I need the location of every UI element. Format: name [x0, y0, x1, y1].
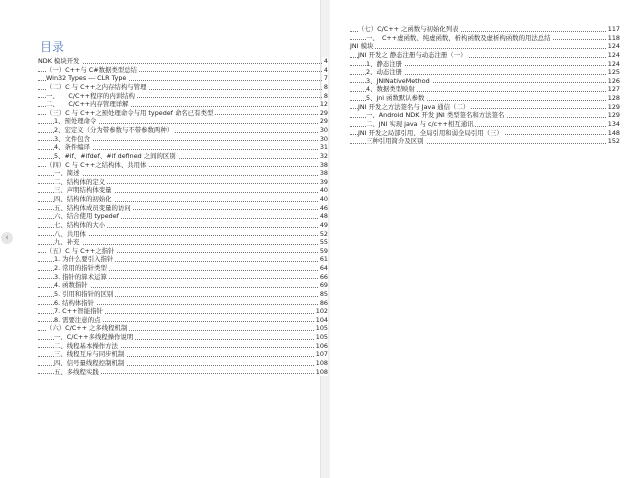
toc-entry-label: 2、动态注册 — [366, 68, 403, 77]
left-page — [22, 0, 328, 478]
toc-entry-page: 49 — [319, 220, 328, 229]
toc-entry-label: 一、简述 — [54, 169, 80, 178]
toc-entry[interactable] — [38, 368, 328, 377]
toc-entry-page: 129 — [607, 102, 620, 111]
toc-entry[interactable] — [38, 143, 328, 152]
toc-entry-label: （四）C 与 C++之结构体、共用体 — [46, 160, 147, 169]
toc-entry-page: 127 — [607, 85, 620, 94]
toc-entry-page: 4 — [323, 57, 328, 65]
toc-entry-label: 4、条件编译 — [54, 143, 91, 152]
toc-entry-label: 三、线程互斥与同步机制 — [54, 350, 125, 359]
toc-entry[interactable] — [38, 126, 328, 135]
toc-entry-label: 二、JNI 实现 java 与 c/c++相互通讯 — [366, 119, 474, 128]
toc-entry[interactable] — [350, 60, 620, 69]
toc-entry-label: JNI 开发之局部引用、全局引用和弱全局引用（三） — [358, 128, 503, 137]
right-page — [330, 0, 628, 478]
toc-entry-label: 7. C++智能指针 — [54, 307, 103, 316]
toc-entry[interactable] — [38, 57, 328, 66]
toc-entry-label: 2、宏定义（分为带参数与不带参数两种） — [54, 126, 174, 134]
toc-entry[interactable] — [38, 117, 328, 126]
toc-entry-page: 7 — [323, 74, 328, 83]
toc-entry-label: 六、结合使用 typedef — [54, 212, 119, 221]
toc-entry-label: 4、数据类型映射 — [366, 85, 415, 94]
toc-entry[interactable] — [38, 359, 328, 368]
toc-leader-dots — [38, 63, 328, 64]
toc-entry-label: 二、线程基本操作方法 — [54, 341, 118, 350]
toc-entry-page: 118 — [607, 33, 620, 42]
toc-entry-page: 108 — [315, 358, 328, 367]
toc-entry-label: （一）C++与 C#数据类型总结 — [46, 65, 137, 74]
toc-entry-page: 48 — [319, 212, 328, 221]
toc-entry-label: 1. 为什么要引入指针 — [54, 255, 114, 264]
toc-entry-label: 1、预处理命令 — [54, 117, 97, 126]
toc-entry[interactable] — [38, 324, 328, 333]
toc-entry-label: 五、多线程实践 — [54, 367, 99, 376]
toc-entry-label: 五、结构体成员变量的访问 — [54, 203, 131, 212]
toc-entry-page: 8 — [323, 82, 328, 91]
toc-entry-page: 124 — [607, 42, 620, 51]
toc-entry-page: 61 — [319, 255, 328, 264]
toc-entry-label: JNI 开发之方法签名与 Java 通信（二） — [358, 102, 470, 111]
toc-entry-page: 148 — [607, 128, 620, 137]
toc-entry-page: 106 — [315, 341, 328, 350]
toc-entry-label: 九、补充 — [54, 238, 80, 247]
toc-entry[interactable] — [350, 129, 620, 138]
toc-entry[interactable] — [350, 68, 620, 77]
toc-entry-page: 125 — [607, 68, 620, 77]
toc-entry-label: JNI 模块 — [350, 42, 374, 51]
toc-entry-label: NDK 模块开发 — [38, 57, 80, 65]
toc-entry-page: 124 — [607, 50, 620, 59]
toc-entry-label: 四、信号量线程控制机制 — [54, 358, 125, 367]
toc-entry[interactable] — [38, 238, 328, 247]
toc-entry-page: 69 — [319, 281, 328, 290]
toc-entry-label: 5. 引用和指针的区别 — [54, 289, 114, 298]
toc-entry-page: 12 — [319, 100, 328, 109]
toc-entry[interactable] — [38, 195, 328, 204]
toc-entry[interactable] — [350, 103, 620, 112]
toc-entry[interactable] — [350, 34, 620, 43]
toc-entry[interactable] — [38, 255, 328, 264]
toc-entry[interactable] — [38, 307, 328, 316]
toc-heading: 目录 — [40, 40, 65, 54]
toc-entry[interactable] — [38, 333, 328, 342]
toc-entry-page: 52 — [319, 229, 328, 238]
toc-entry[interactable] — [38, 152, 328, 161]
toc-leader-dots — [350, 48, 620, 49]
toc-entry-label: 一、Android NDK 开发 JNI 类型签名和方法签名 — [366, 111, 505, 120]
toc-entry-label: 5、jni 函数默认参数 — [366, 94, 425, 102]
toc-entry[interactable] — [38, 230, 328, 239]
toc-entry-label: （二）C 与 C++之内存结构与管理 — [46, 82, 147, 91]
toc-entry[interactable] — [38, 204, 328, 213]
toc-entry-page: 38 — [319, 169, 328, 178]
toc-entry-label: （六）C/C++ 之多线程机制 — [46, 324, 128, 333]
toc-entry-label: 四、结构体的初始化 — [54, 195, 112, 203]
toc-entry-label: Win32 Types --- CLR Type — [46, 74, 127, 83]
toc-entry-page: 29 — [319, 108, 328, 117]
toc-entry-page: 46 — [319, 203, 328, 212]
toc-entry-label: （七）C/C++ 之函数与初始化列表 — [358, 25, 459, 33]
toc-entry-label: 3. 指针的算术运算 — [54, 272, 107, 281]
toc-entry-page: 105 — [315, 333, 328, 341]
toc-entry[interactable] — [38, 135, 328, 144]
toc-entry-label: 七、结构体的大小 — [54, 220, 106, 229]
toc-entry-label: 3、文件包含 — [54, 134, 91, 143]
toc-entry[interactable] — [38, 161, 328, 170]
toc-entry-page: 8 — [323, 91, 328, 100]
toc-entry-page: 29 — [319, 117, 328, 126]
toc-entry[interactable] — [350, 25, 620, 34]
toc-entry-page: 59 — [319, 246, 328, 255]
toc-entry-label: 三、声明结构体变量 — [54, 186, 112, 195]
toc-entry[interactable] — [38, 74, 328, 83]
toc-entry-label: 1、静态注册 — [366, 59, 403, 68]
toc-entry-page: 104 — [315, 315, 328, 324]
toc-entry[interactable] — [350, 94, 620, 103]
toc-entry-page: 38 — [319, 160, 328, 169]
toc-entry-label: 二、 C/C++内存管理详解 — [46, 100, 129, 109]
toc-entry[interactable] — [38, 212, 328, 221]
toc-entry[interactable] — [38, 350, 328, 359]
toc-entry[interactable] — [38, 66, 328, 75]
toc-entry[interactable] — [38, 290, 328, 299]
toc-entry-page: 124 — [607, 59, 620, 68]
toc-entry[interactable] — [38, 169, 328, 178]
toc-entry-page: 39 — [319, 177, 328, 186]
toc-entry-page: 55 — [319, 238, 328, 247]
toc-entry[interactable] — [350, 42, 620, 51]
toc-entry[interactable] — [38, 100, 328, 109]
toc-entry-page: 129 — [607, 111, 620, 120]
toc-entry-label: 3、JNINativeMethod — [366, 76, 430, 85]
toc-entry-page: 32 — [319, 151, 328, 160]
toc-entry-label: 八、共用体 — [54, 229, 86, 238]
toc-entry-label: 一、 C/C++程序的内训结构 — [46, 91, 135, 100]
toc-entry-label: 三种引用简介及区别 — [366, 137, 424, 146]
toc-entry-page: 30 — [319, 126, 328, 134]
prev-page-arrow-icon[interactable]: ‹ — [1, 232, 13, 244]
toc-entry[interactable] — [38, 281, 328, 290]
toc-entry[interactable] — [38, 264, 328, 273]
toc-entry[interactable] — [350, 137, 620, 146]
toc-entry-page: 107 — [315, 350, 328, 359]
toc-entry-page: 85 — [319, 289, 328, 298]
toc-entry-label: （三）C 与 C++之预处理命令与用 typedef 命名已有类型 — [46, 108, 214, 117]
toc-entry-label: 一、C/C++多线程操作说明 — [54, 333, 134, 341]
toc-entry-label: 2. 常用的指针类型 — [54, 264, 107, 272]
toc-entry[interactable] — [38, 92, 328, 101]
toc-entry[interactable] — [38, 342, 328, 351]
toc-entry[interactable] — [350, 120, 620, 129]
toc-entry[interactable] — [350, 51, 620, 60]
toc-entry[interactable] — [38, 273, 328, 282]
toc-entry-page: 40 — [319, 195, 328, 203]
toc-entry-page: 30 — [319, 134, 328, 143]
toc-entry[interactable] — [38, 186, 328, 195]
toc-entry-page: 105 — [315, 324, 328, 333]
toc-entry[interactable] — [350, 111, 620, 120]
toc-entry-label: JNI 开发之 静态注册与动态注册（一） — [358, 50, 467, 59]
toc-entry[interactable] — [350, 85, 620, 94]
toc-list-right — [350, 25, 620, 146]
toc-entry[interactable] — [38, 299, 328, 308]
toc-entry-label: （五）C 与 C++之指针 — [46, 246, 115, 255]
toc-entry[interactable] — [38, 221, 328, 230]
toc-entry-page: 108 — [315, 367, 328, 376]
toc-entry-page: 134 — [607, 119, 620, 128]
toc-entry-label: 一、 C++虚函数、纯虚函数、析构函数及虚析构函数的用法总结 — [366, 33, 551, 42]
toc-entry-label: 二、结构体的定义 — [54, 177, 106, 186]
toc-entry-page: 86 — [319, 298, 328, 307]
toc-entry-label: 6. 结构体指针 — [54, 298, 95, 307]
toc-entry-page: 66 — [319, 272, 328, 281]
toc-entry-page: 117 — [607, 25, 620, 33]
toc-entry-page: 4 — [323, 65, 328, 74]
toc-entry-page: 152 — [607, 137, 620, 146]
toc-entry-page: 128 — [607, 94, 620, 102]
toc-entry-page: 126 — [607, 76, 620, 85]
toc-entry-page: 102 — [315, 307, 328, 316]
toc-entry-page: 40 — [319, 186, 328, 195]
toc-entry-label: 8. 需要注意的点 — [54, 315, 101, 324]
toc-entry-label: 5、#if、#ifdef、#if defined 之间的区别 — [54, 151, 176, 160]
toc-entry-page: 64 — [319, 264, 328, 272]
toc-entry-page: 31 — [319, 143, 328, 152]
toc-entry[interactable] — [38, 83, 328, 92]
toc-entry-label: 4. 函数指针 — [54, 281, 88, 290]
toc-list-left — [38, 57, 328, 376]
